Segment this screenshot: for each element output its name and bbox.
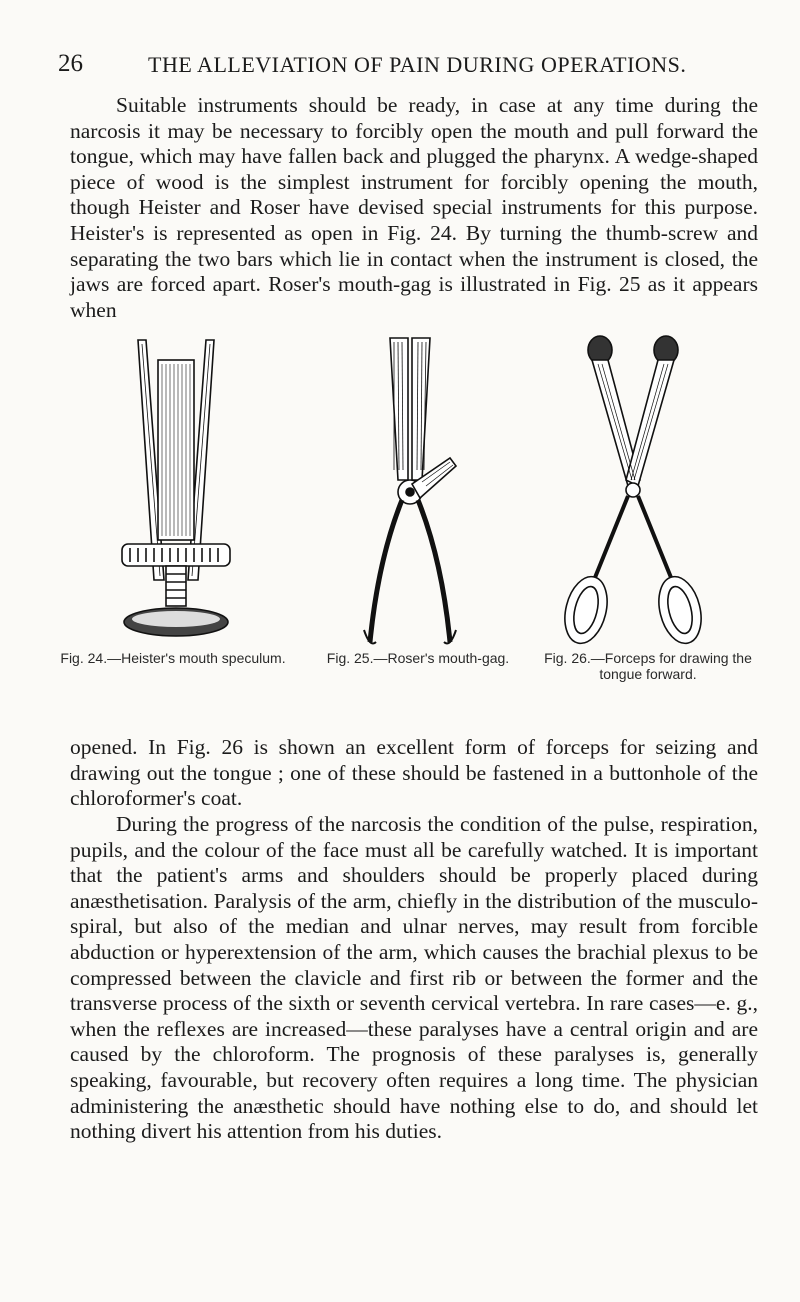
figure-25-caption: Fig. 25.—Roser's mouth-gag. bbox=[326, 650, 510, 666]
page-number: 26 bbox=[58, 50, 83, 77]
roser-mouth-gag-icon bbox=[350, 330, 470, 650]
tongue-forceps-icon bbox=[558, 330, 708, 650]
page-header bbox=[58, 50, 760, 86]
paragraph-3: During the progress of the narcosis the condition of the pulse, respiration, pupils, and the colour of the face must all be carefully watched. It is important that the patient's arms and shoulders should be properly placed during anæsthetisation. Paralysis of the arm, chiefly in the distribution of the musculo-spiral, but also of the median and ulnar nerves, may result from forcible abduction or hyperextension of the arm, which causes the brachial plexus to be compressed between the clavicle and first rib or between the former and the transverse process of the sixth or seventh cervical vertebra. In rare cases—e. g., when the reflexes are increased—these paralyses have a central origin and are caused by the chloroform. The prognosis of these paralyses is, generally speaking, favourable, but recovery often requires a long time. The physician administering the anæsthetic should have nothing else to do, and should let nothing divert his attention from his duties. bbox=[70, 812, 758, 1144]
running-head: THE ALLEVIATION OF PAIN DURING OPERATIONS. bbox=[148, 52, 687, 77]
heister-mouth-speculum-icon bbox=[116, 330, 236, 640]
paragraph-1: Suitable instruments should be ready, in case at any time during the narcosis it may be necessary to forcibly open the mouth and pull forward the tongue, which may have fallen back and plugged the pharynx. A wedge-shaped piece of wood is the simplest instrument for forcibly opening the mouth, though Heister and Roser have devised special instruments for this purpose. Heister's is represented as open in Fig. 24. By turning the thumb-screw and separating the two bars which lie in contact when the instrument is closed, the jaws are forced apart. Roser's mouth-gag is illustrated in Fig. 25 as it appears when bbox=[70, 93, 758, 322]
figure-row bbox=[58, 330, 758, 722]
figure-24-caption: Fig. 24.—Heister's mouth speculum. bbox=[60, 650, 286, 666]
figure-26-caption: Fig. 26.—Forceps for drawing the tongue forward. bbox=[544, 650, 752, 682]
paragraph-2: opened. In Fig. 26 is shown an excellent form of forceps for seizing and drawing out the tongue ; one of these should be fastened in a buttonhole of the chloroformer's coat. bbox=[70, 735, 758, 811]
